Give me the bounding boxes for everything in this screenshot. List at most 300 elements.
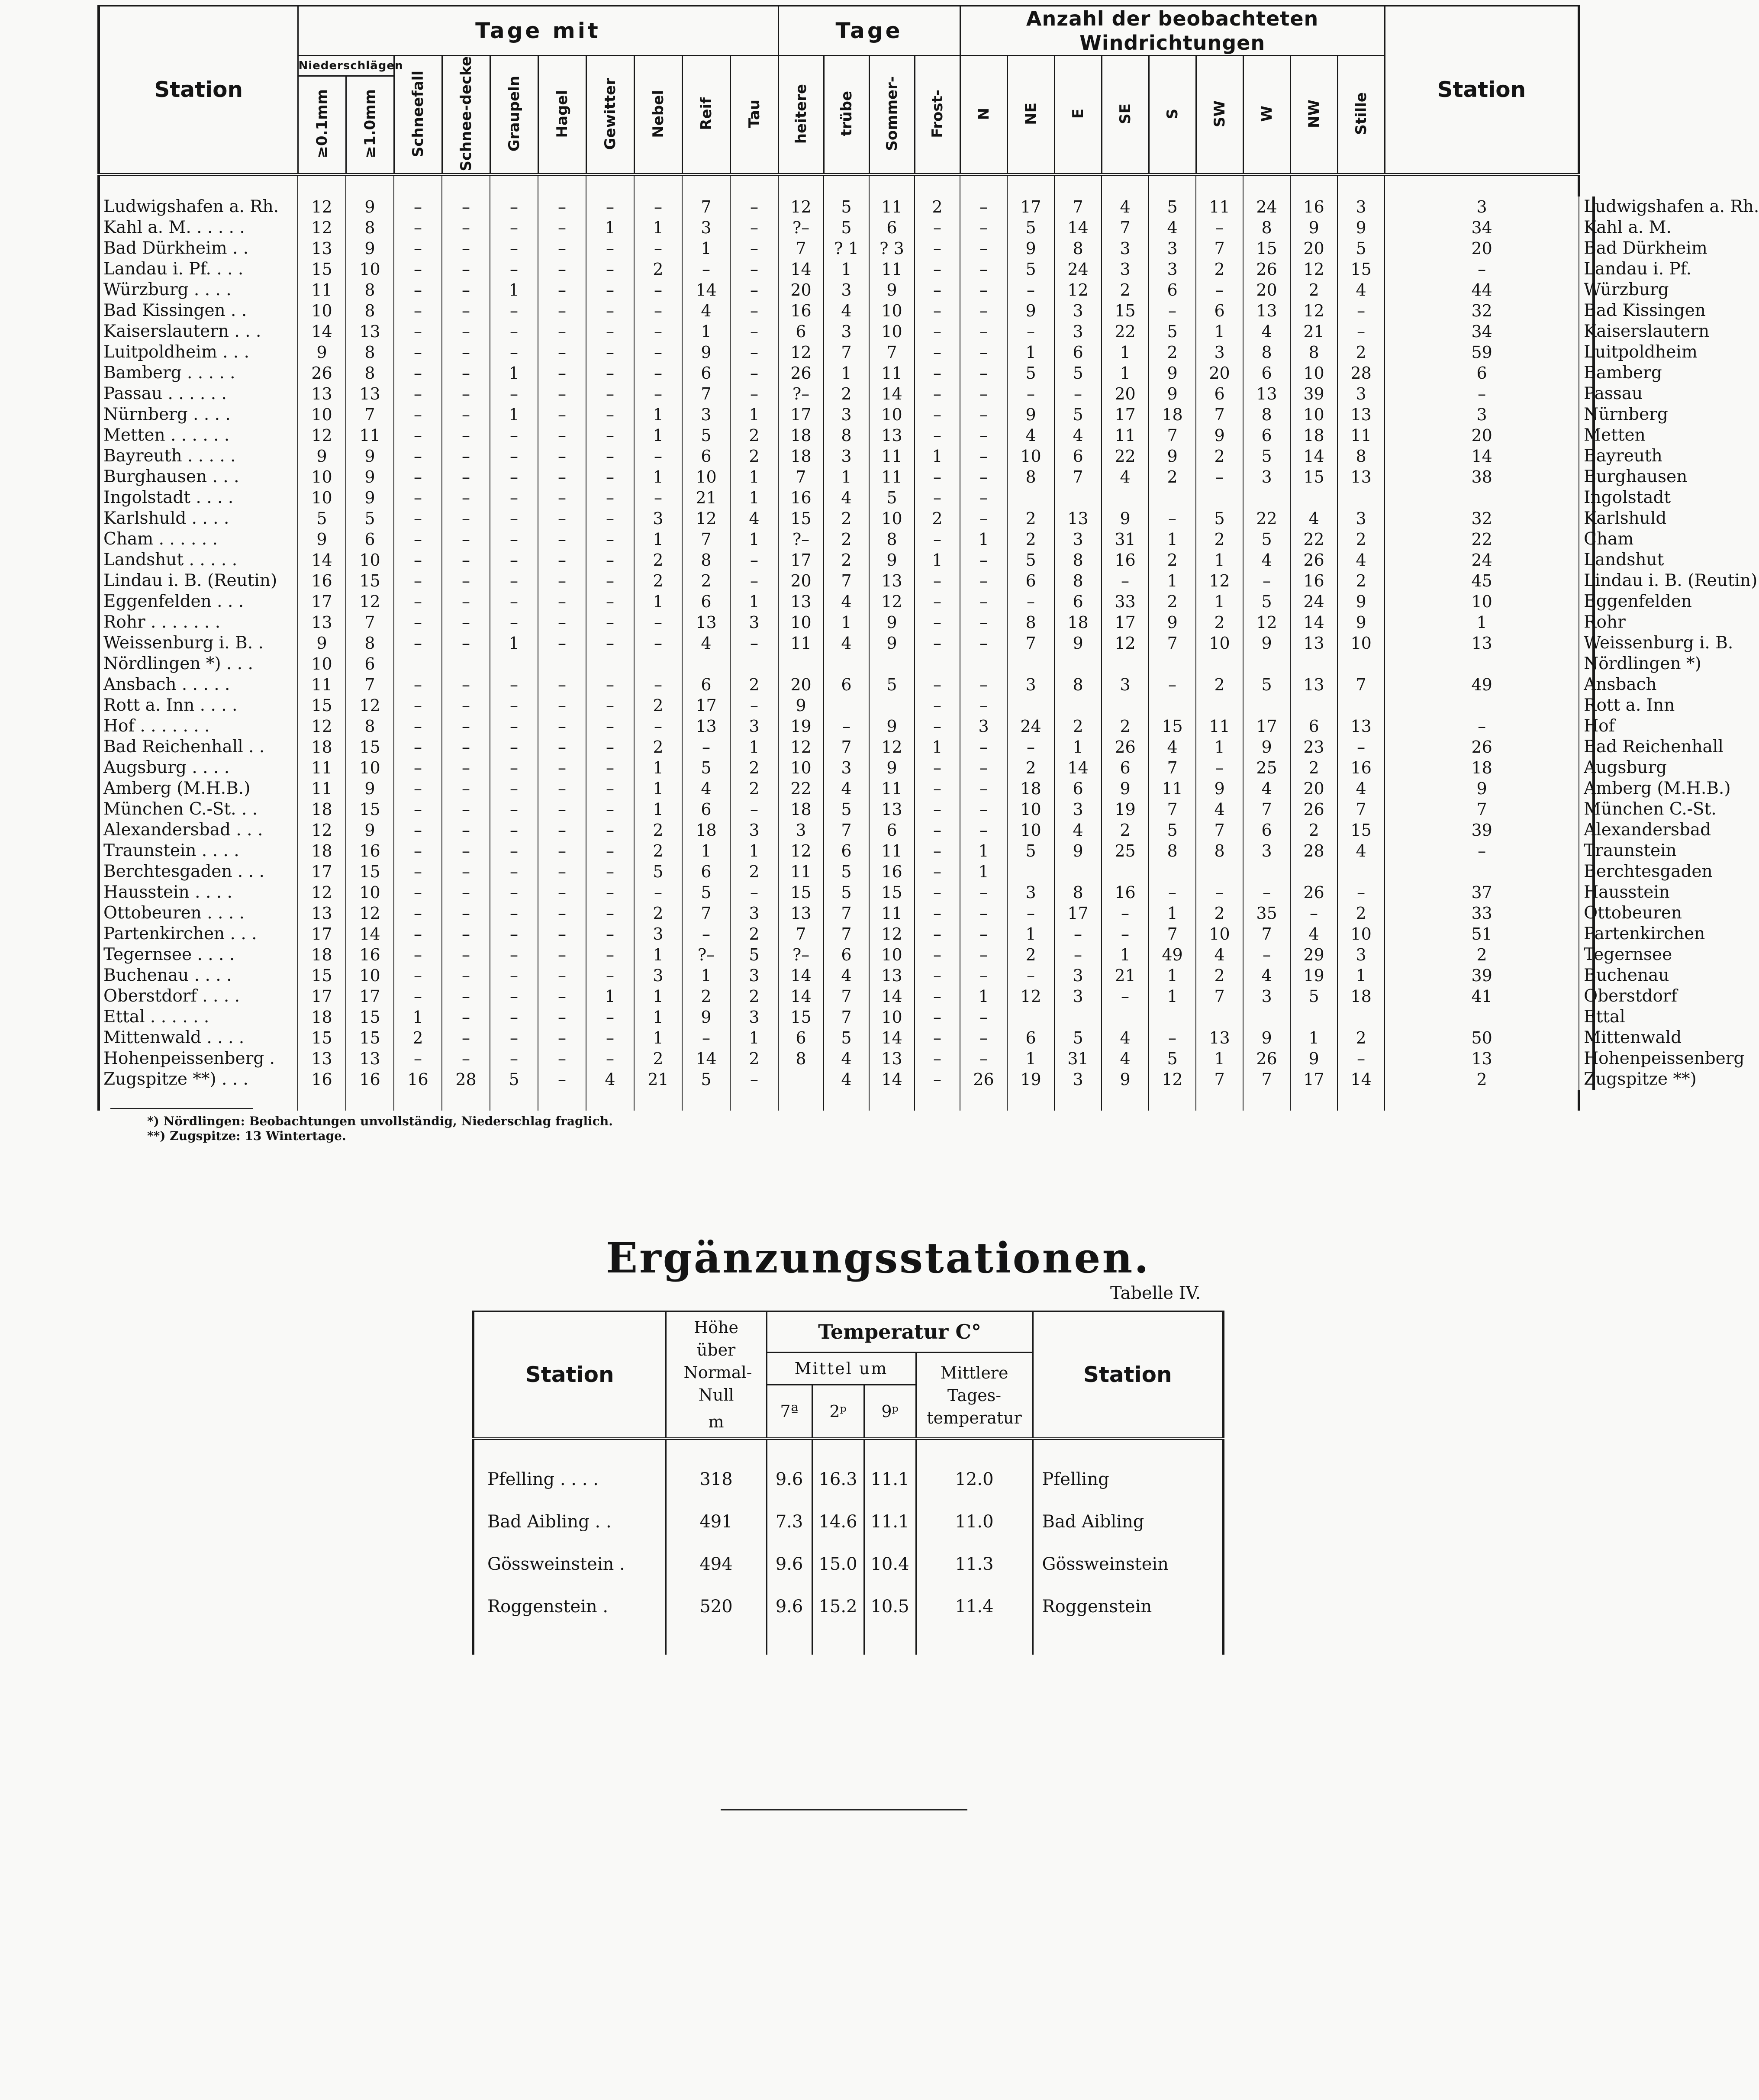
table-cell: 1 [824,259,869,280]
table-cell: – [1007,383,1054,404]
table-cell: 14.6 [812,1501,864,1543]
table-cell: 2 [1290,280,1337,300]
table-cell: – [394,695,442,716]
table-cell: 20 [1290,238,1337,259]
table-cell: 17 [1243,716,1290,737]
table-cell: 37 [1385,882,1579,903]
sup-mittel-header: Mittel um [767,1353,916,1385]
table-cell: 1 [394,1007,442,1027]
table-cell: 17 [1007,196,1054,217]
table-cell: 4 [1149,737,1196,757]
table-cell: – [538,550,586,570]
table-cell: 13 [778,903,824,924]
table-row [99,695,1594,716]
table-cell: – [634,196,682,217]
station-name-left: Hohenpeissenberg . [99,1048,298,1069]
table-cell: 12 [298,196,346,217]
table-row [99,861,1594,882]
table-cell: 16 [1102,882,1149,903]
table-cell: 2 [634,841,682,861]
table-cell: 6 [1054,591,1102,612]
table-cell: 8 [1007,612,1054,633]
table-cell: – [915,383,960,404]
table-cell: 9 [298,446,346,467]
table-cell: – [442,944,490,965]
table-cell: – [1007,737,1054,757]
table-cell: – [960,238,1007,259]
table-cell: 20 [1385,238,1579,259]
table-cell: 7 [1149,633,1196,654]
table-cell: 3 [1243,986,1290,1007]
table-cell: 7 [1149,799,1196,820]
table-cell: 17 [298,924,346,944]
table-cell: – [442,633,490,654]
table-cell: – [442,425,490,446]
sup-station-name-left: Roggenstein . [473,1585,666,1628]
table-cell: 7 [778,924,824,944]
table-cell: 6 [1149,280,1196,300]
table-cell: 21 [634,1069,682,1090]
table-cell: – [960,383,1007,404]
table-cell: 8 [346,280,394,300]
table-cell: – [490,612,538,633]
table-cell: 3 [1337,944,1385,965]
table-cell: – [490,487,538,508]
table-cell: 12 [869,924,915,944]
table-cell: 5 [298,508,346,529]
table-cell: – [960,280,1007,300]
group-header-tage-mit: Tage mit [298,6,778,56]
station-name-left: Lindau i. B. (Reutin) [99,570,298,591]
station-name-left: Zugspitze **) . . . [99,1069,298,1090]
table-cell: – [634,342,682,363]
station-name-left: Hof . . . . . . . [99,716,298,737]
table-cell: 3 [1007,882,1054,903]
table-cell: 3 [1149,238,1196,259]
table-cell: 2 [634,570,682,591]
table-cell: – [682,259,730,280]
table-cell: 26 [298,363,346,383]
table-cell: – [915,591,960,612]
table-cell: 5 [824,882,869,903]
table-cell: – [915,924,960,944]
table-cell: – [915,778,960,799]
table-row [99,508,1594,529]
table-cell: – [538,882,586,903]
table-cell: – [490,383,538,404]
table-cell: – [682,1027,730,1048]
table-row [99,1007,1594,1027]
table-cell: 26 [1290,882,1337,903]
table-cell: 3 [730,820,778,841]
table-cell: – [730,259,778,280]
table-cell: – [538,404,586,425]
table-cell: 16 [1337,757,1385,778]
table-cell: – [730,342,778,363]
table-cell: – [394,944,442,965]
table-cell: 3 [1243,467,1290,487]
table-cell: 10 [298,300,346,321]
table-cell: – [1290,903,1337,924]
table-cell: 20 [1243,280,1290,300]
table-cell: – [538,737,586,757]
table-cell: – [1054,924,1102,944]
table-cell: 1 [634,404,682,425]
station-name-right: Kaiserslautern [1579,321,1594,342]
table-cell: 9 [346,820,394,841]
table-cell: 9 [298,633,346,654]
table-cell: – [394,550,442,570]
table-cell: 3 [1196,342,1243,363]
table-cell: – [442,778,490,799]
table-cell: – [730,321,778,342]
station-name-left: Eggenfelden . . . [99,591,298,612]
table-cell: – [1102,986,1149,1007]
table-cell: 8 [778,1048,824,1069]
table-cell: 1 [730,404,778,425]
table-cell: 8 [1243,404,1290,425]
table-cell: 34 [1385,321,1579,342]
table-cell: 8 [1337,446,1385,467]
table-cell: – [960,363,1007,383]
table-cell: – [394,799,442,820]
sup-table-end-row [473,1628,1223,1655]
table-cell: – [915,944,960,965]
station-name-left: Alexandersbad . . . [99,820,298,841]
table-cell: – [586,467,634,487]
table-cell: 2 [824,529,869,550]
table-row [99,799,1594,820]
table-cell: 2 [730,674,778,695]
table-cell: 3 [1149,259,1196,280]
table-cell: – [1337,321,1385,342]
table-cell: 16 [298,570,346,591]
table-cell: – [394,321,442,342]
footnote-zugspitze: **) Zugspitze: 13 Wintertage. [147,1129,346,1143]
table-cell: – [586,508,634,529]
table-cell: 11 [1102,425,1149,446]
table-row [473,1585,1223,1628]
table-cell: 1 [1385,612,1579,633]
table-cell: – [490,425,538,446]
station-name-right: Bad Dürkheim [1579,238,1594,259]
table-cell: – [586,778,634,799]
sup-station-name-left: Pfelling . . . . [473,1458,666,1501]
table-cell: 13 [346,1048,394,1069]
table-cell [730,654,778,674]
table-cell: 7 [682,903,730,924]
table-cell: 1 [586,217,634,238]
table-cell: – [538,591,586,612]
col-header-se: SE [1102,56,1149,174]
table-cell: – [682,737,730,757]
table-cell: 2 [1007,508,1054,529]
table-cell: 4 [824,300,869,321]
table-cell: 12 [869,591,915,612]
table-cell: 4 [824,1048,869,1069]
table-cell: 26 [1290,799,1337,820]
table-cell [1149,1007,1196,1027]
table-cell: 6 [1102,757,1149,778]
table-cell: 6 [778,1027,824,1048]
table-cell: 13 [869,425,915,446]
table-cell: 7.3 [767,1501,812,1543]
table-cell: 2 [1196,965,1243,986]
table-cell: 5 [634,861,682,882]
table-cell: – [490,550,538,570]
table-cell: 1 [1196,737,1243,757]
table-cell: 1 [915,737,960,757]
table-cell: – [730,570,778,591]
table-cell: 4 [1149,217,1196,238]
table-cell: – [586,674,634,695]
table-cell: – [442,321,490,342]
table-row [99,882,1594,903]
table-row [99,570,1594,591]
table-cell: 5 [682,757,730,778]
table-cell: – [634,238,682,259]
table-cell: – [586,1007,634,1027]
table-cell: – [586,425,634,446]
table-cell: 7 [1337,799,1385,820]
table-cell: 22 [1102,321,1149,342]
table-cell: – [960,570,1007,591]
station-name-left: Ludwigshafen a. Rh. [99,196,298,217]
table-cell: – [538,425,586,446]
table-cell: 4 [1243,965,1290,986]
table-cell: 2 [1007,529,1054,550]
table-cell: – [490,716,538,737]
table-cell: 3 [634,508,682,529]
table-cell: – [490,467,538,487]
station-name-left: Rott a. Inn . . . . [99,695,298,716]
table-cell: 3 [1054,321,1102,342]
table-cell: – [490,342,538,363]
table-cell: 10 [682,467,730,487]
table-cell: 18 [682,820,730,841]
table-cell: – [960,508,1007,529]
table-cell [1385,1007,1579,1027]
table-cell: 7 [682,383,730,404]
table-cell: – [915,841,960,861]
supplement-table [472,1311,1224,1655]
table-cell: – [634,674,682,695]
sup-station-name-right: Roggenstein [1033,1585,1223,1628]
table-cell: – [634,716,682,737]
table-cell: 4 [1196,944,1243,965]
table-cell: 2 [1290,820,1337,841]
table-cell: 4 [682,778,730,799]
table-cell: – [394,259,442,280]
table-cell: 1 [634,757,682,778]
table-cell [1196,654,1243,674]
table-cell: 2 [1196,529,1243,550]
table-cell: 5 [1007,259,1054,280]
table-cell: 25 [1102,841,1149,861]
table-cell: 1 [960,861,1007,882]
table-cell: – [915,757,960,778]
table-cell: – [442,487,490,508]
table-cell: 32 [1385,508,1579,529]
table-cell: 18 [298,799,346,820]
table-cell: 6 [869,217,915,238]
table-cell: – [960,612,1007,633]
station-name-left: Ansbach . . . . . [99,674,298,695]
table-cell: 12 [778,841,824,861]
table-cell: 8 [346,217,394,238]
table-cell: 15 [346,1027,394,1048]
table-cell: – [490,1007,538,1027]
table-cell [1196,487,1243,508]
col-header-s: S [1149,56,1196,174]
table-cell: – [394,217,442,238]
col-header-reif: Reif [682,56,730,174]
table-cell: 9 [346,196,394,217]
table-cell: – [730,633,778,654]
table-cell: 24 [1290,591,1337,612]
table-row [99,965,1594,986]
col-header-hagel: Hagel [538,56,586,174]
table-cell: 2 [1196,674,1243,695]
table-row [99,633,1594,654]
station-name-right: Hohenpeissenberg [1579,1048,1594,1069]
table-cell: – [960,757,1007,778]
table-cell: – [394,196,442,217]
table-row [99,1069,1594,1090]
station-name-right: Luitpoldheim [1579,342,1594,363]
table-cell: 5 [824,861,869,882]
table-cell: 1 [730,1027,778,1048]
table-cell: – [586,861,634,882]
table-cell: 16 [778,487,824,508]
table-cell: 2 [682,986,730,1007]
table-cell: – [394,487,442,508]
table-row [99,363,1594,383]
table-cell: 15 [1149,716,1196,737]
table-cell: 3 [824,757,869,778]
table-cell: 15.2 [812,1585,864,1628]
table-cell: 9 [346,467,394,487]
table-cell: 9 [1149,446,1196,467]
table-cell: 13 [1290,633,1337,654]
table-cell: 1 [1196,550,1243,570]
table-cell: 15 [1337,820,1385,841]
table-cell: 38 [1385,467,1579,487]
table-cell: 18 [1290,425,1337,446]
table-cell: 4 [1196,799,1243,820]
table-cell: 8 [1243,217,1290,238]
table-cell: 8 [1054,674,1102,695]
table-cell: 14 [778,259,824,280]
table-cell: – [442,965,490,986]
table-cell: – [1149,674,1196,695]
table-cell: 12 [1290,259,1337,280]
table-cell: 4 [1290,508,1337,529]
table-cell: – [490,965,538,986]
table-cell: 13 [869,965,915,986]
table-cell: – [730,383,778,404]
table-cell: ?– [682,944,730,965]
station-name-left: Ingolstadt . . . . [99,487,298,508]
table-cell: 18 [1337,986,1385,1007]
table-cell: – [538,861,586,882]
table-cell: – [1243,570,1290,591]
col-header-heitere: heitere [778,56,824,174]
station-name-left: Hausstein . . . . [99,882,298,903]
table-cell: 2 [1149,467,1196,487]
table-cell: – [915,1048,960,1069]
table-cell: 11 [778,633,824,654]
table-cell [1337,654,1385,674]
station-name-left: Bad Reichenhall . . [99,737,298,757]
table-cell: 5 [824,196,869,217]
table-cell: – [960,903,1007,924]
table-cell: 15 [778,1007,824,1027]
table-cell: 15 [346,737,394,757]
table-cell: 5 [1054,404,1102,425]
table-cell [1054,861,1102,882]
table-cell [1290,487,1337,508]
table-cell: 1 [1149,529,1196,550]
table-cell: 12 [346,591,394,612]
station-name-left: Passau . . . . . . [99,383,298,404]
table-cell: 16 [346,944,394,965]
table-cell: 1 [634,799,682,820]
table-cell: 1 [682,841,730,861]
table-label: Tabelle IV. [1110,1283,1201,1303]
table-cell: 3 [1102,238,1149,259]
table-cell: 1 [490,633,538,654]
table-cell: – [634,612,682,633]
table-row [99,1027,1594,1048]
table-cell [1196,1007,1243,1027]
table-cell: 10 [346,550,394,570]
table-cell: 5 [869,674,915,695]
table-cell: 20 [1102,383,1149,404]
table-cell: 7 [824,986,869,1007]
table-cell: 9 [346,778,394,799]
table-cell: 12 [346,695,394,716]
table-cell [1385,487,1579,508]
table-cell: – [915,633,960,654]
table-cell [915,654,960,674]
table-cell: – [1196,217,1243,238]
station-name-left: Landau i. Pf. . . . [99,259,298,280]
table-cell: 13 [346,321,394,342]
table-cell: – [586,882,634,903]
table-row [99,716,1594,737]
table-cell: ? 3 [869,238,915,259]
table-cell: 5 [1149,820,1196,841]
table-cell: – [586,737,634,757]
table-cell: 2 [634,695,682,716]
table-cell: 9 [1196,425,1243,446]
table-cell: 1 [682,965,730,986]
table-cell: 3 [1102,259,1149,280]
station-name-left: Augsburg . . . . [99,757,298,778]
table-cell: 1 [1196,591,1243,612]
table-cell: – [1102,570,1149,591]
table-cell [538,654,586,674]
table-cell: 1 [824,612,869,633]
table-cell: 10 [1196,633,1243,654]
table-cell: 12 [682,508,730,529]
table-cell: 1 [682,238,730,259]
table-cell: 50 [1385,1027,1579,1048]
station-name-left: Weissenburg i. B. . [99,633,298,654]
table-cell: 31 [1054,1048,1102,1069]
table-cell: 1 [634,425,682,446]
